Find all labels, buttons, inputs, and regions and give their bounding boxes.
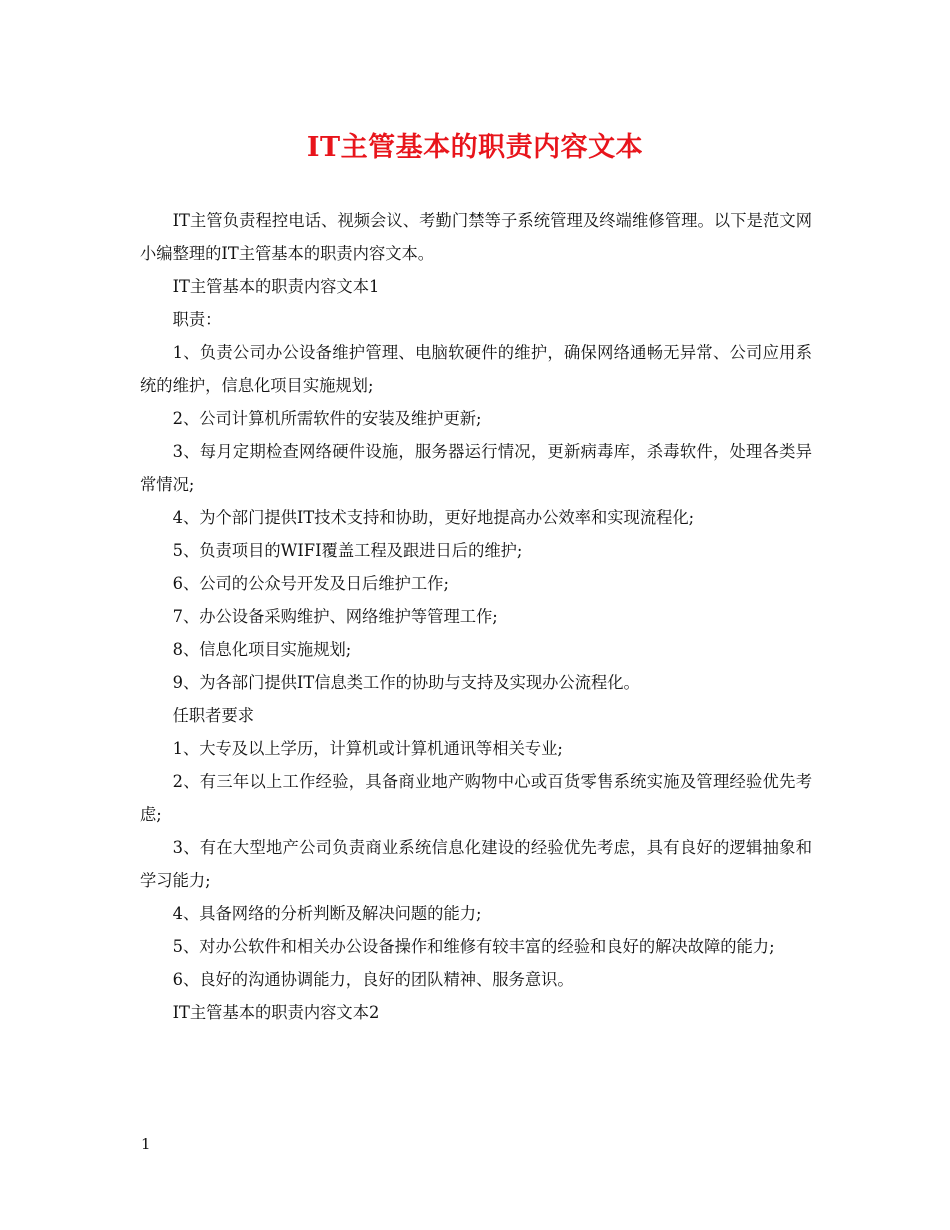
document-title: IT主管基本的职责内容文本: [306, 132, 644, 163]
page-number: 1: [141, 1135, 151, 1153]
duty-item-1: 1、负责公司办公设备维护管理、电脑软硬件的维护，确保网络通畅无异常、公司应用系统的维护，信息化项目实施规划;: [140, 343, 812, 395]
duty-item-6: 6、公司的公众号开发及日后维护工作;: [172, 574, 449, 593]
requirement-item-2: 2、有三年以上工作经验，具备商业地产购物中心或百货零售系统实施及管理经验优先考虑;: [140, 772, 812, 824]
subheading-duties: 职责：: [172, 310, 222, 329]
document-body: [140, 204, 812, 1029]
section-heading-1: IT主管基本的职责内容文本1: [172, 277, 380, 296]
requirement-item-1: 1、大专及以上学历，计算机或计算机通讯等相关专业;: [172, 739, 563, 758]
requirement-item-5: 5、对办公软件和相关办公设备操作和维修有较丰富的经验和良好的解决故障的能力;: [172, 937, 775, 956]
duty-item-9: 9、为各部门提供IT信息类工作的协助与支持及实现办公流程化。: [172, 673, 640, 692]
duty-item-7: 7、办公设备采购维护、网络维护等管理工作;: [172, 607, 498, 626]
duty-item-4: 4、为个部门提供IT技术支持和协助，更好地提高办公效率和实现流程化;: [172, 508, 695, 527]
duty-item-2: 2、公司计算机所需软件的安装及维护更新;: [172, 409, 482, 428]
duty-item-8: 8、信息化项目实施规划;: [172, 640, 352, 659]
requirement-item-3: 3、有在大型地产公司负责商业系统信息化建设的经验优先考虑，具有良好的逻辑抽象和学习能力;: [140, 838, 812, 890]
duty-item-5: 5、负责项目的WIFI覆盖工程及跟进日后的维护;: [172, 541, 523, 560]
paragraph-intro: IT主管负责程控电话、视频会议、考勤门禁等子系统管理及终端维修管理。以下是范文网小编整理的IT主管基本的职责内容文本。: [140, 211, 812, 263]
section-heading-2: IT主管基本的职责内容文本2: [172, 1003, 380, 1022]
requirement-item-4: 4、具备网络的分析判断及解决问题的能力;: [172, 904, 482, 923]
subheading-requirements: 任职者要求: [172, 706, 255, 725]
duty-item-3: 3、每月定期检查网络硬件设施，服务器运行情况，更新病毒库，杀毒软件，处理各类异常情况;: [140, 442, 812, 494]
requirement-item-6: 6、良好的沟通协调能力，良好的团队精神、服务意识。: [172, 970, 574, 989]
